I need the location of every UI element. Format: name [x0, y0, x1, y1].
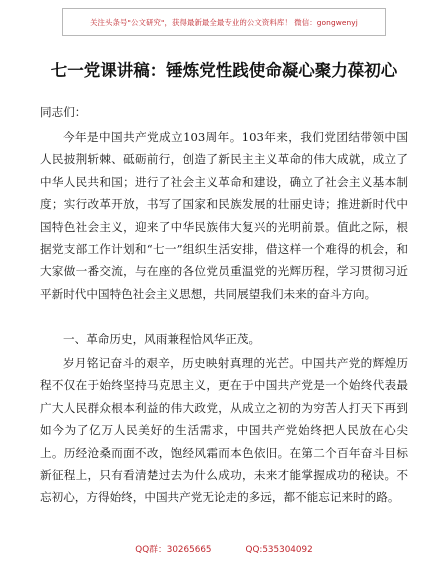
document-title: 七一党课讲稿：锤炼党性践使命凝心聚力葆初心	[50, 61, 398, 80]
footer-qq-group: QQ群：30265665	[135, 545, 212, 555]
footer-qq: QQ:535304092	[245, 545, 313, 555]
section-heading: 一、革命历史，风雨兼程恰风华正茂。	[63, 332, 261, 346]
paragraph-intro: 今年是中国共产党成立103周年。103年来，我们党团结带领中国人民披荆斩棘、砥砺前行，创造了新民主主义革命的伟大成就，成立了中华人民共和国；进行了社会主义革命和建设，确立了社会主义基本制度；实行改革开放，书写了国家和民族发展的壮丽史诗；推进新时代中国特色社会主义，迎来了中华民族伟大复兴的光明前景。值此之际，根据党支部工作计划和“七一”组织生活安排，借这样一个难得的机会，和大家做一番交流，与在座的各位党员重温党的光辉历程，学习贯彻习近平新时代中国特色社会主义思想，共同展望我们未来的奋斗方向。	[40, 130, 408, 301]
banner-text: 关注头条号"公文研究"，获得最新最全最专业的公文资料库！ 微信：gongwenyj	[90, 17, 358, 27]
greeting: 同志们：	[40, 105, 87, 119]
header-banner	[62, 8, 386, 36]
footer-contact	[0, 542, 448, 555]
paragraph-history: 岁月铭记奋斗的艰辛，历史映射真理的光芒。中国共产党的辉煌历程不仅在于始终坚持马克思主义，更在于中国共产党是一个始终代表最广大人民群众根本利益的伟大政党，从成立之初的为穷苦人打天下再到如今为了亿万人民美好的生活需求，中国共产党始终把人民放在心尖上。历经沧桑而面不改，饱经风霜而本色依旧。在第二个百年奋斗目标新征程上，只有看清楚过去为什么成功，未来才能掌握成功的秘诀。不忘初心，方得始终，中国共产党无论走的多远，都不能忘记来时的路。	[40, 356, 408, 505]
